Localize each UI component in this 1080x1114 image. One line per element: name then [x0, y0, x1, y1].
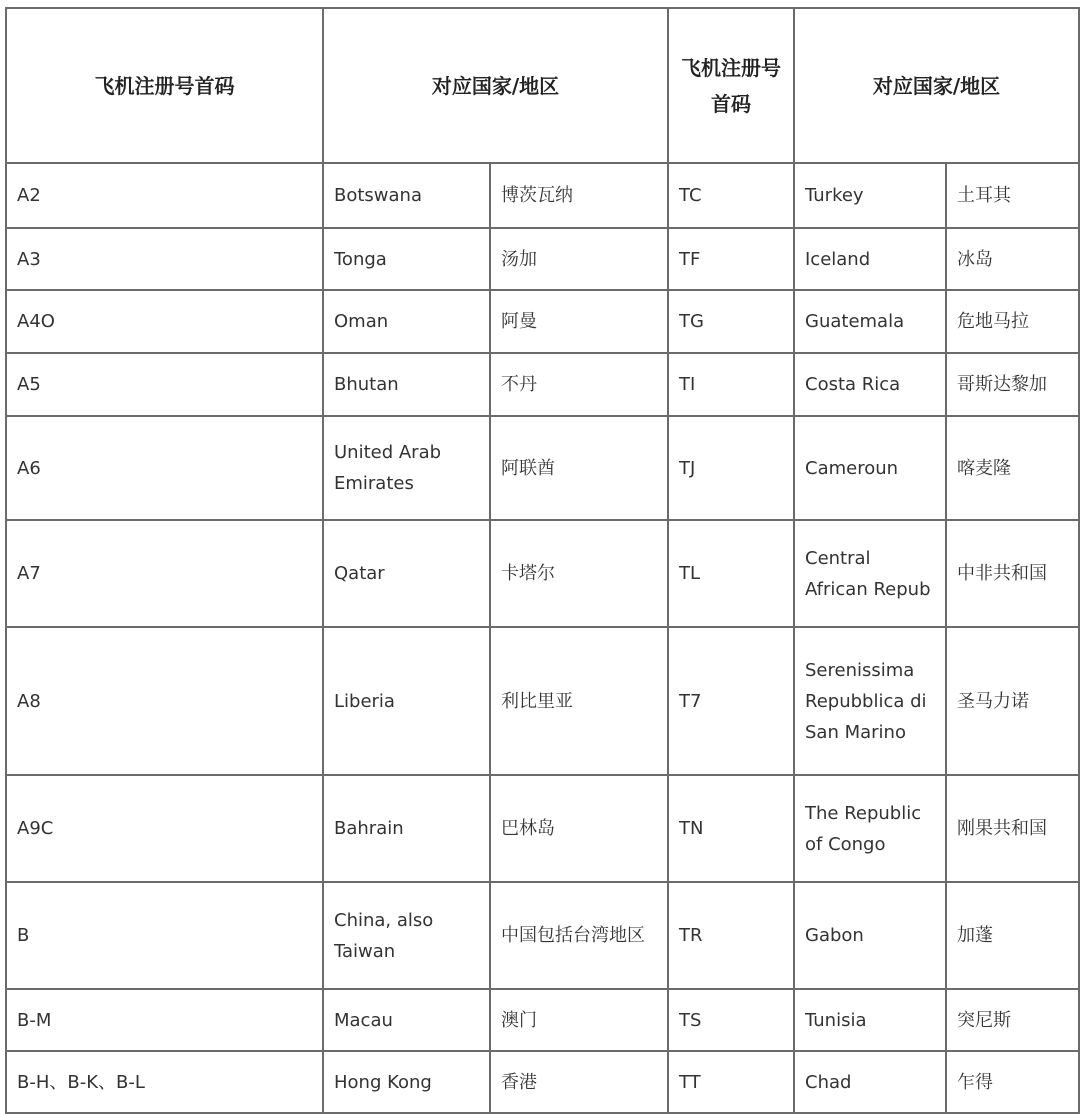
- cell-country-en: Bhutan: [323, 353, 490, 416]
- cell-country-en: Hong Kong: [323, 1051, 490, 1113]
- cell-code-2: TG: [668, 290, 794, 353]
- cell-country-en-2: Iceland: [794, 228, 946, 290]
- cell-country-en: Qatar: [323, 520, 490, 627]
- cell-country-cn-2: 圣马力诺: [946, 627, 1079, 775]
- cell-country-cn: 利比里亚: [490, 627, 668, 775]
- header-prefix-2: 飞机注册号首码: [668, 8, 794, 163]
- header-country-2: 对应国家/地区: [794, 8, 1079, 163]
- cell-country-cn-2: 中非共和国: [946, 520, 1079, 627]
- table-row: [6, 775, 1079, 882]
- cell-country-en: China, also Taiwan: [323, 882, 490, 989]
- cell-code: A4O: [6, 290, 323, 353]
- table-row: [6, 989, 1079, 1051]
- cell-country-en: Bahrain: [323, 775, 490, 882]
- header-prefix: 飞机注册号首码: [6, 8, 323, 163]
- cell-country-cn-2: 危地马拉: [946, 290, 1079, 353]
- cell-code: A5: [6, 353, 323, 416]
- cell-country-cn: 博茨瓦纳: [490, 163, 668, 228]
- cell-code: A9C: [6, 775, 323, 882]
- cell-country-cn-2: 刚果共和国: [946, 775, 1079, 882]
- table-row: [6, 520, 1079, 627]
- cell-code: B-M: [6, 989, 323, 1051]
- header-country: 对应国家/地区: [323, 8, 668, 163]
- cell-country-cn-2: 喀麦隆: [946, 416, 1079, 520]
- cell-code: A8: [6, 627, 323, 775]
- cell-code: A7: [6, 520, 323, 627]
- cell-country-en-2: Guatemala: [794, 290, 946, 353]
- table-row: [6, 228, 1079, 290]
- cell-country-cn: 香港: [490, 1051, 668, 1113]
- cell-country-en-2: Cameroun: [794, 416, 946, 520]
- cell-code-2: TS: [668, 989, 794, 1051]
- cell-country-en: United Arab Emirates: [323, 416, 490, 520]
- table-row: [6, 882, 1079, 989]
- cell-code: A2: [6, 163, 323, 228]
- cell-country-en-2: Chad: [794, 1051, 946, 1113]
- cell-country-en: Tonga: [323, 228, 490, 290]
- cell-country-cn: 汤加: [490, 228, 668, 290]
- cell-country-cn-2: 突尼斯: [946, 989, 1079, 1051]
- cell-code: B: [6, 882, 323, 989]
- cell-country-en: Liberia: [323, 627, 490, 775]
- cell-country-cn: 不丹: [490, 353, 668, 416]
- cell-code-2: TL: [668, 520, 794, 627]
- cell-country-cn-2: 冰岛: [946, 228, 1079, 290]
- table-header-row: [6, 8, 1079, 163]
- cell-country-cn: 澳门: [490, 989, 668, 1051]
- table-row: [6, 416, 1079, 520]
- cell-country-en-2: Tunisia: [794, 989, 946, 1051]
- cell-country-cn: 阿曼: [490, 290, 668, 353]
- cell-country-en-2: The Republic of Congo: [794, 775, 946, 882]
- cell-code: A3: [6, 228, 323, 290]
- cell-country-en-2: Central African Repub: [794, 520, 946, 627]
- registration-prefix-table: [5, 7, 1080, 1114]
- cell-country-cn-2: 加蓬: [946, 882, 1079, 989]
- cell-code-2: TI: [668, 353, 794, 416]
- cell-code-2: TJ: [668, 416, 794, 520]
- cell-country-en-2: Gabon: [794, 882, 946, 989]
- cell-country-cn-2: 哥斯达黎加: [946, 353, 1079, 416]
- table-row: [6, 290, 1079, 353]
- cell-country-en-2: Turkey: [794, 163, 946, 228]
- cell-code: B-H、B-K、B-L: [6, 1051, 323, 1113]
- cell-code-2: TC: [668, 163, 794, 228]
- cell-code-2: TR: [668, 882, 794, 989]
- cell-country-en: Macau: [323, 989, 490, 1051]
- cell-country-cn: 阿联酋: [490, 416, 668, 520]
- cell-country-en: Oman: [323, 290, 490, 353]
- cell-country-cn: 卡塔尔: [490, 520, 668, 627]
- table-row: [6, 627, 1079, 775]
- cell-code-2: TT: [668, 1051, 794, 1113]
- cell-code: A6: [6, 416, 323, 520]
- cell-code-2: TF: [668, 228, 794, 290]
- cell-country-en: Botswana: [323, 163, 490, 228]
- cell-code-2: TN: [668, 775, 794, 882]
- table-row: [6, 163, 1079, 228]
- cell-country-cn: 巴林岛: [490, 775, 668, 882]
- cell-country-en-2: Serenissima Repubblica di San Marino: [794, 627, 946, 775]
- cell-code-2: T7: [668, 627, 794, 775]
- cell-country-cn: 中国包括台湾地区: [490, 882, 668, 989]
- table-row: [6, 1051, 1079, 1113]
- cell-country-en-2: Costa Rica: [794, 353, 946, 416]
- cell-country-cn-2: 乍得: [946, 1051, 1079, 1113]
- table-row: [6, 353, 1079, 416]
- cell-country-cn-2: 土耳其: [946, 163, 1079, 228]
